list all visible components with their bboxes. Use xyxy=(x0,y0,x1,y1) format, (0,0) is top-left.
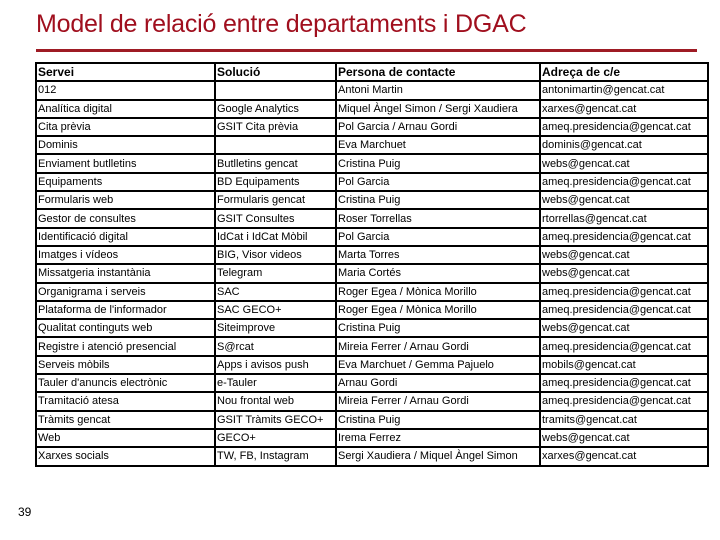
table-row xyxy=(36,429,708,447)
cell-persona-contacte: Eva Marchuet xyxy=(336,136,540,154)
cell-servei: Serveis mòbils xyxy=(36,356,215,374)
cell-persona-contacte: Arnau Gordi xyxy=(336,374,540,392)
cell-adreca-email: rtorrellas@gencat.cat xyxy=(540,209,708,227)
cell-persona-contacte: Pol Garcia / Arnau Gordi xyxy=(336,118,540,136)
cell-adreca-email: ameq.presidencia@gencat.cat xyxy=(540,337,708,355)
cell-adreca-email: antonimartin@gencat.cat xyxy=(540,81,708,99)
cell-solucio: S@rcat xyxy=(215,337,336,355)
cell-solucio: IdCat i IdCat Mòbil xyxy=(215,228,336,246)
table-row xyxy=(36,154,708,172)
table-row xyxy=(36,411,708,429)
header-adreca-email: Adreça de c/e xyxy=(540,63,708,81)
table-row xyxy=(36,356,708,374)
cell-solucio: GECO+ xyxy=(215,429,336,447)
cell-persona-contacte: Roger Egea / Mònica Morillo xyxy=(336,283,540,301)
cell-solucio xyxy=(215,136,336,154)
cell-adreca-email: ameq.presidencia@gencat.cat xyxy=(540,374,708,392)
cell-servei: Dominis xyxy=(36,136,215,154)
cell-persona-contacte: Sergi Xaudiera / Miquel Àngel Simon xyxy=(336,447,540,465)
table-row xyxy=(36,392,708,410)
page-number: 39 xyxy=(18,505,32,519)
table-row xyxy=(36,264,708,282)
cell-solucio: Siteimprove xyxy=(215,319,336,337)
cell-servei: Plataforma de l'informador xyxy=(36,301,215,319)
cell-solucio: Nou frontal web xyxy=(215,392,336,410)
cell-persona-contacte: Pol Garcia xyxy=(336,173,540,191)
cell-persona-contacte: Maria Cortés xyxy=(336,264,540,282)
header-solucio: Solució xyxy=(215,63,336,81)
cell-servei: Gestor de consultes xyxy=(36,209,215,227)
cell-persona-contacte: Irema Ferrez xyxy=(336,429,540,447)
table-row xyxy=(36,228,708,246)
table-row xyxy=(36,100,708,118)
table-row xyxy=(36,319,708,337)
cell-servei: Qualitat continguts web xyxy=(36,319,215,337)
header-persona-contacte: Persona de contacte xyxy=(336,63,540,81)
cell-solucio: BD Equipaments xyxy=(215,173,336,191)
cell-solucio xyxy=(215,81,336,99)
cell-solucio: e-Tauler xyxy=(215,374,336,392)
cell-persona-contacte: Cristina Puig xyxy=(336,191,540,209)
cell-solucio: SAC GECO+ xyxy=(215,301,336,319)
header-servei: Servei xyxy=(36,63,215,81)
cell-adreca-email: xarxes@gencat.cat xyxy=(540,447,708,465)
cell-servei: Organigrama i serveis xyxy=(36,283,215,301)
slide-title: Model de relació entre departaments i DGAC xyxy=(36,10,527,38)
cell-persona-contacte: Roser Torrellas xyxy=(336,209,540,227)
cell-servei: Imatges i vídeos xyxy=(36,246,215,264)
cell-servei: Analítica digital xyxy=(36,100,215,118)
title-divider xyxy=(36,49,697,52)
cell-persona-contacte: Marta Torres xyxy=(336,246,540,264)
cell-adreca-email: ameq.presidencia@gencat.cat xyxy=(540,392,708,410)
cell-servei: Identificació digital xyxy=(36,228,215,246)
cell-adreca-email: webs@gencat.cat xyxy=(540,191,708,209)
cell-solucio: Formularis gencat xyxy=(215,191,336,209)
table-row xyxy=(36,301,708,319)
cell-persona-contacte: Pol Garcia xyxy=(336,228,540,246)
cell-solucio: Butlletins gencat xyxy=(215,154,336,172)
cell-adreca-email: webs@gencat.cat xyxy=(540,264,708,282)
cell-adreca-email: xarxes@gencat.cat xyxy=(540,100,708,118)
cell-servei: Web xyxy=(36,429,215,447)
cell-persona-contacte: Cristina Puig xyxy=(336,154,540,172)
cell-servei: Tràmits gencat xyxy=(36,411,215,429)
cell-solucio: GSIT Tràmits GECO+ xyxy=(215,411,336,429)
table-header-row xyxy=(36,63,708,81)
cell-adreca-email: ameq.presidencia@gencat.cat xyxy=(540,173,708,191)
table-row xyxy=(36,118,708,136)
cell-persona-contacte: Cristina Puig xyxy=(336,319,540,337)
departments-table xyxy=(35,62,709,467)
cell-adreca-email: mobils@gencat.cat xyxy=(540,356,708,374)
cell-solucio: SAC xyxy=(215,283,336,301)
cell-solucio: Google Analytics xyxy=(215,100,336,118)
table-row xyxy=(36,246,708,264)
cell-servei: Registre i atenció presencial xyxy=(36,337,215,355)
cell-servei: Tauler d'anuncis electrònic xyxy=(36,374,215,392)
cell-solucio: Telegram xyxy=(215,264,336,282)
cell-solucio: GSIT Cita prèvia xyxy=(215,118,336,136)
cell-adreca-email: ameq.presidencia@gencat.cat xyxy=(540,228,708,246)
table-row xyxy=(36,209,708,227)
cell-adreca-email: webs@gencat.cat xyxy=(540,319,708,337)
cell-adreca-email: dominis@gencat.cat xyxy=(540,136,708,154)
cell-solucio: BIG, Visor videos xyxy=(215,246,336,264)
cell-adreca-email: webs@gencat.cat xyxy=(540,246,708,264)
cell-adreca-email: ameq.presidencia@gencat.cat xyxy=(540,283,708,301)
cell-solucio: TW, FB, Instagram xyxy=(215,447,336,465)
cell-servei: Enviament butlletins xyxy=(36,154,215,172)
cell-adreca-email: webs@gencat.cat xyxy=(540,154,708,172)
cell-solucio: Apps i avisos push xyxy=(215,356,336,374)
cell-adreca-email: ameq.presidencia@gencat.cat xyxy=(540,118,708,136)
table-row xyxy=(36,447,708,465)
cell-servei: Equipaments xyxy=(36,173,215,191)
table-row xyxy=(36,136,708,154)
table-row xyxy=(36,81,708,99)
cell-persona-contacte: Cristina Puig xyxy=(336,411,540,429)
cell-servei: Missatgeria instantània xyxy=(36,264,215,282)
table-row xyxy=(36,337,708,355)
cell-servei: Tramitació atesa xyxy=(36,392,215,410)
cell-persona-contacte: Eva Marchuet / Gemma Pajuelo xyxy=(336,356,540,374)
cell-adreca-email: webs@gencat.cat xyxy=(540,429,708,447)
cell-persona-contacte: Mireia Ferrer / Arnau Gordi xyxy=(336,337,540,355)
cell-adreca-email: tramits@gencat.cat xyxy=(540,411,708,429)
table-row xyxy=(36,173,708,191)
table-row xyxy=(36,374,708,392)
cell-persona-contacte: Antoni Martin xyxy=(336,81,540,99)
cell-persona-contacte: Miquel Àngel Simon / Sergi Xaudiera xyxy=(336,100,540,118)
cell-persona-contacte: Mireia Ferrer / Arnau Gordi xyxy=(336,392,540,410)
cell-persona-contacte: Roger Egea / Mònica Morillo xyxy=(336,301,540,319)
cell-servei: 012 xyxy=(36,81,215,99)
table-row xyxy=(36,283,708,301)
cell-servei: Xarxes socials xyxy=(36,447,215,465)
table-body xyxy=(36,81,708,465)
table-row xyxy=(36,191,708,209)
cell-servei: Cita prèvia xyxy=(36,118,215,136)
cell-adreca-email: ameq.presidencia@gencat.cat xyxy=(540,301,708,319)
cell-solucio: GSIT Consultes xyxy=(215,209,336,227)
cell-servei: Formularis web xyxy=(36,191,215,209)
